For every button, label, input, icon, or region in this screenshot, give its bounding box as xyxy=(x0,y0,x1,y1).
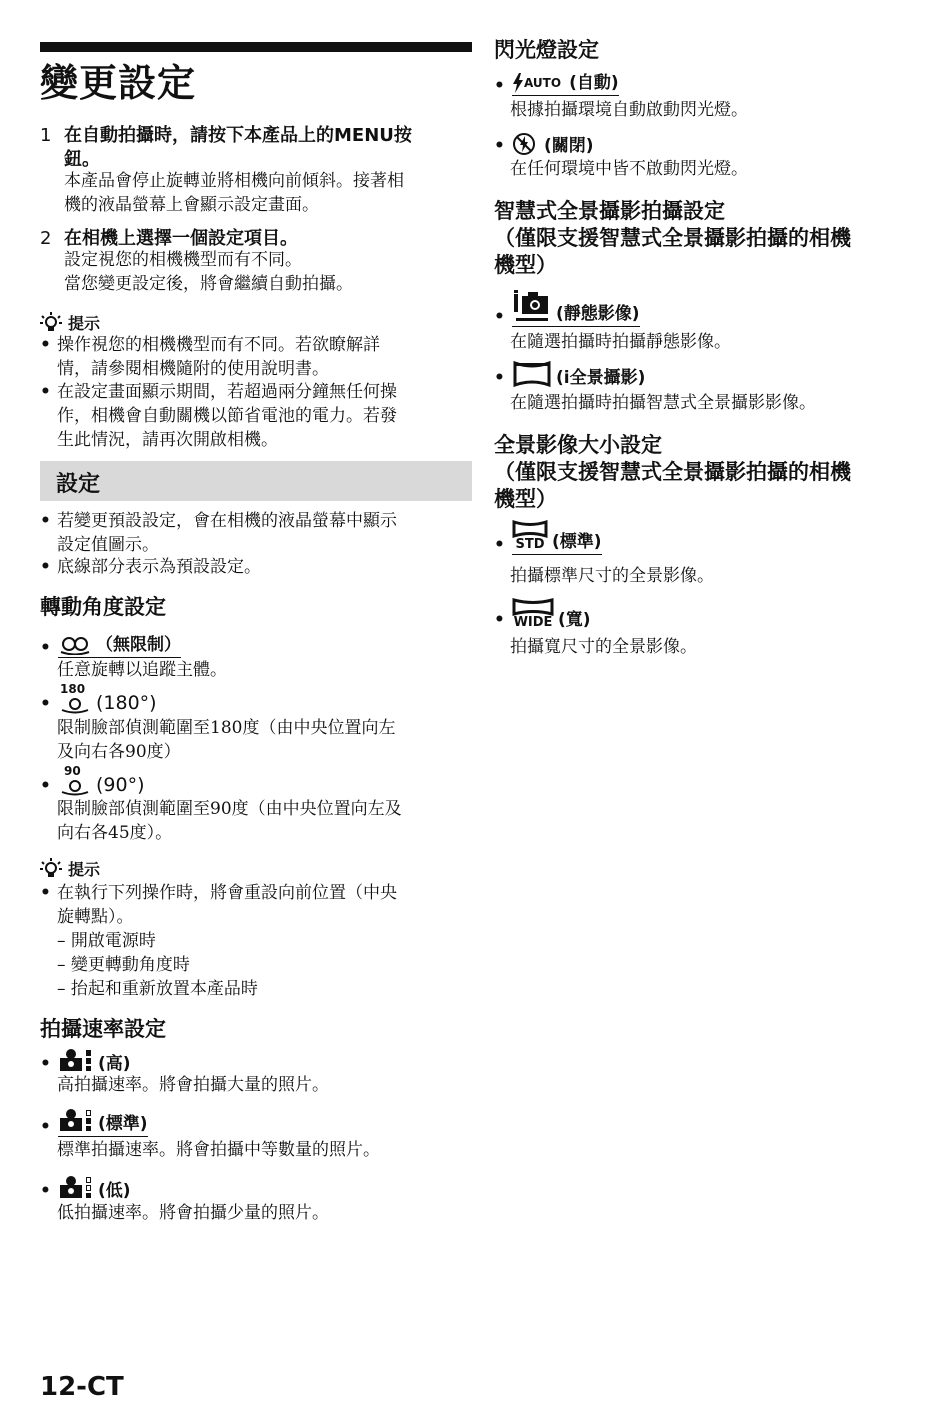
panorama-wide-icon: WIDE xyxy=(512,598,554,630)
panorama-size-wide: • WIDE (寬) xyxy=(494,598,591,630)
hint-heading: 提示 xyxy=(40,311,100,334)
shooting-option-low: • (低) xyxy=(40,1175,131,1201)
flash-off-icon xyxy=(512,132,536,156)
rotation-desc: 限制臉部偵測範圍至180度（由中央位置向左 及向右各90度） xyxy=(57,718,396,762)
panorama-desc: 在隨選拍攝時拍攝智慧式全景攝影影像。 xyxy=(510,393,816,413)
title-bar xyxy=(40,42,472,52)
step-1-desc: 本產品會停止旋轉並將相機向前傾斜。接著相 機的液晶螢幕上會顯示設定畫面。 xyxy=(64,171,404,215)
rotation-option-180: • 180 (180°) xyxy=(40,682,157,714)
shooting-desc: 標準拍攝速率。將會拍攝中等數量的照片。 xyxy=(57,1140,380,1160)
step-1-line2: 鈕。 xyxy=(64,149,100,170)
panorama-option-still: • (靜態影像) xyxy=(494,290,640,327)
step-2-desc: 設定視您的相機機型而有不同。 當您變更設定後，將會繼續自動拍攝。 xyxy=(64,250,353,294)
flash-title: 閃光燈設定 xyxy=(494,38,599,62)
panorama-size-standard: • STD (標準) xyxy=(494,520,602,555)
flash-auto-icon: AUTO xyxy=(512,73,561,93)
shooting-option-high: • (高) xyxy=(40,1048,131,1074)
shooting-desc: 高拍攝速率。將會拍攝大量的照片。 xyxy=(57,1075,329,1095)
camera-low-icon xyxy=(58,1175,94,1201)
hint-heading-2: 提示 xyxy=(40,857,100,880)
hint-item: • 操作視您的相機機型而有不同。若欲瞭解詳 情，請參閱相機隨附的使用說明書。 xyxy=(40,335,380,379)
rotation-option-90: • 90 (90°) xyxy=(40,764,145,796)
face-90-icon: 90 xyxy=(58,766,92,796)
rotation-option-unlimited: • （無限制） xyxy=(40,630,181,658)
page-number: 12-CT xyxy=(40,1372,124,1402)
flash-desc: 根據拍攝環境自動啟動閃光燈。 xyxy=(510,100,748,120)
sweep-panorama-icon xyxy=(512,360,552,388)
rotation-desc: 限制臉部偵測範圍至90度（由中央位置向左及 向右各45度）。 xyxy=(57,799,402,843)
shooting-option-standard: • (標準) xyxy=(40,1108,148,1137)
panorama-desc: 在隨選拍攝時拍攝靜態影像。 xyxy=(510,332,731,352)
panorama-size-desc: 拍攝寬尺寸的全景影像。 xyxy=(510,637,697,657)
face-unlimited-icon xyxy=(58,633,92,655)
panorama-title: 智慧式全景攝影拍攝設定 （僅限支援智慧式全景攝影拍攝的相機 機型） xyxy=(494,199,851,277)
panorama-option-sweep: • (i全景攝影) xyxy=(494,360,645,388)
step-1: 1 在自動拍攝時，請按下本產品上的MENU按 xyxy=(40,125,412,146)
face-180-icon: 180 xyxy=(58,684,92,714)
hint-item: • 在執行下列操作時，將會重設向前位置（中央 旋轉點）。 – 開啟電源時 – 變更轉動角度時 – 抬起和重新放置本產品時 xyxy=(40,883,397,999)
camera-standard-icon xyxy=(58,1108,94,1134)
panorama-size-desc: 拍攝標準尺寸的全景影像。 xyxy=(510,566,714,586)
shooting-desc: 低拍攝速率。將會拍攝少量的照片。 xyxy=(57,1203,329,1223)
shooting-title: 拍攝速率設定 xyxy=(40,1017,166,1041)
panorama-std-icon: STD xyxy=(512,520,548,552)
page-title: 變更設定 xyxy=(40,61,197,105)
hint-item: • 在設定畫面顯示期間，若超過兩分鐘無任何操 作，相機會自動關機以節省電池的電力。若發 生此情況，請再次開啟相機。 xyxy=(40,382,397,450)
lightbulb-icon xyxy=(40,858,62,880)
flash-desc: 在任何環境中皆不啟動閃光燈。 xyxy=(510,159,748,179)
settings-note: • 底線部分表示為預設設定。 xyxy=(40,557,261,577)
rotation-title: 轉動角度設定 xyxy=(40,595,166,619)
flash-option-off: • (關閉) xyxy=(494,131,594,156)
settings-note: • 若變更預設設定，會在相機的液晶螢幕中顯示 設定值圖示。 xyxy=(40,511,397,555)
step-2: 2 在相機上選擇一個設定項目。 xyxy=(40,228,298,249)
flash-option-auto: • AUTO (自動) xyxy=(494,68,619,96)
rotation-desc: 任意旋轉以追蹤主體。 xyxy=(57,660,227,680)
lightbulb-icon xyxy=(40,312,62,334)
panorama-size-title: 全景影像大小設定 （僅限支援智慧式全景攝影拍攝的相機 機型） xyxy=(494,433,851,511)
settings-header: 設定 xyxy=(40,461,472,501)
camera-high-icon xyxy=(58,1048,94,1074)
intelligent-still-icon xyxy=(512,290,552,324)
